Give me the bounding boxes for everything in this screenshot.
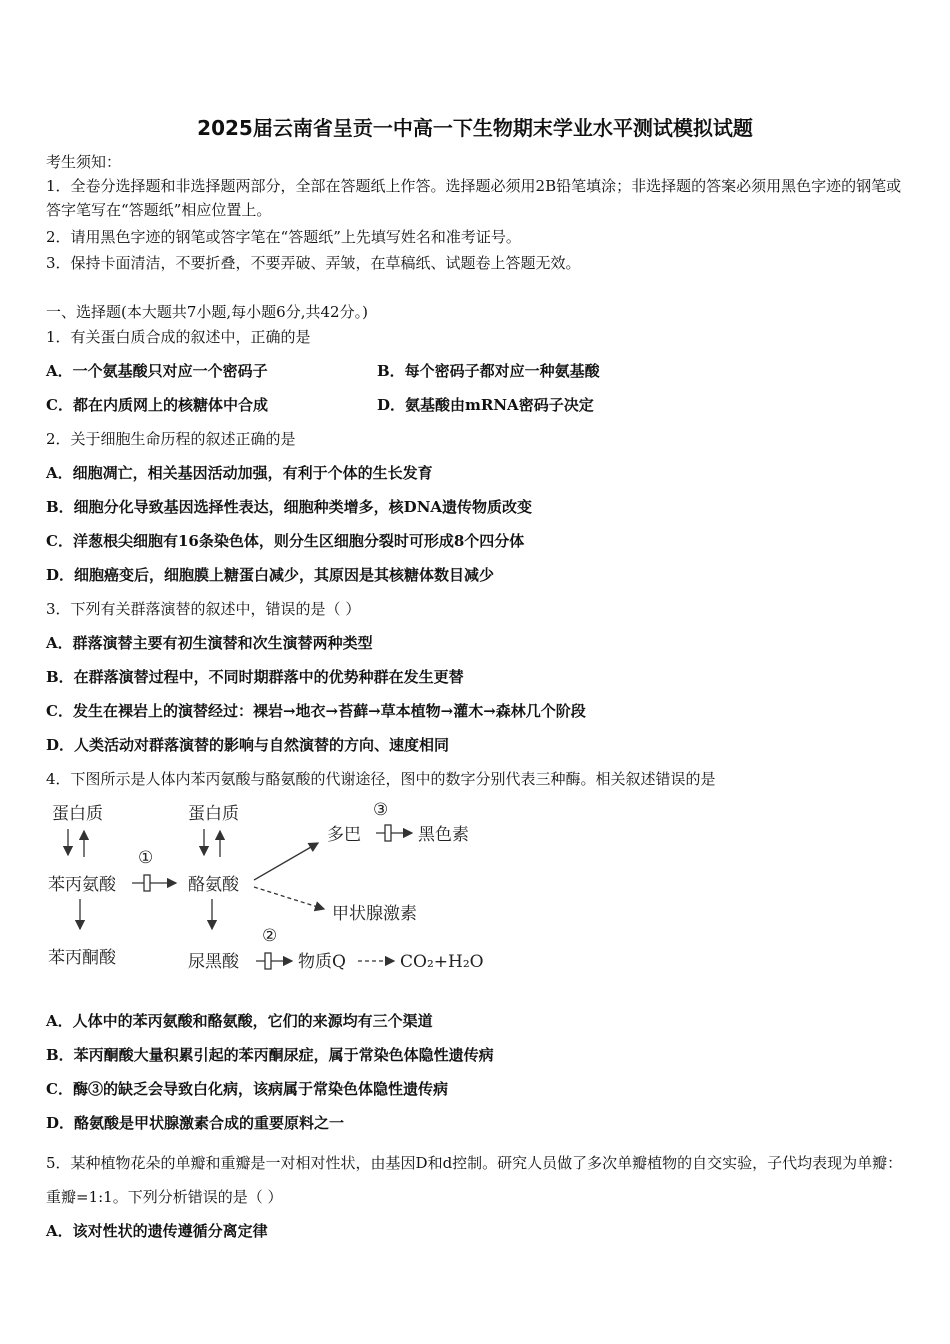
- q2-option-a: A．细胞凋亡，相关基因活动加强，有利于个体的生长发育: [46, 464, 433, 482]
- q4-option-c: C．酶③的缺乏会导致白化病，该病属于常染色体隐性遗传病: [46, 1080, 448, 1098]
- q4-stem: 4．下图所示是人体内苯丙氨酸与酪氨酸的代谢途径，图中的数字分别代表三种酶。相关叙述错误的是: [46, 770, 716, 788]
- q5-stem: 5．某种植物花朵的单瓣和重瓣是一对相对性状，由基因D和d控制。研究人员做了多次单瓣植物的自交实验，子代均表现为单瓣：重瓣=1:1。下列分析错误的是（ ）: [46, 1154, 903, 1206]
- notice-item-2: 2．请用黑色字迹的钢笔或答字笔在“答题纸”上先填写姓名和准考证号。: [46, 228, 521, 246]
- diagram-substance-q: 物质Q: [298, 952, 346, 972]
- q2-stem: 2．关于细胞生命历程的叙述正确的是: [46, 430, 296, 448]
- q2-option-d: D．细胞癌变后，细胞膜上糖蛋白减少，其原因是其核糖体数目减少: [46, 566, 495, 584]
- diagram-thyroxine: 甲状腺激素: [332, 904, 417, 924]
- diagram-products: CO₂+H₂O: [400, 952, 484, 972]
- q5-option-a: A．该对性状的遗传遵循分离定律: [46, 1222, 268, 1240]
- diagram-enzyme-2: ②: [262, 926, 278, 946]
- notice-item-3: 3．保持卡面清洁，不要折叠，不要弄破、弄皱，在草稿纸、试题卷上答题无效。: [46, 254, 581, 272]
- diagram-melanin: 黑色素: [418, 825, 469, 845]
- q3-option-d: D．人类活动对群落演替的影响与自然演替的方向、速度相同: [46, 736, 450, 754]
- q4-option-a: A．人体中的苯丙氨酸和酪氨酸，它们的来源均有三个渠道: [46, 1012, 433, 1030]
- q3-option-a: A．群落演替主要有初生演替和次生演替两种类型: [46, 634, 373, 652]
- diagram-protein-left: 蛋白质: [52, 804, 103, 824]
- q1-stem: 1．有关蛋白质合成的叙述中，正确的是: [46, 328, 311, 346]
- diagram-tyrosine: 酪氨酸: [188, 875, 239, 895]
- diagram-enzyme-3: ③: [373, 800, 389, 820]
- diagram-phenylalanine: 苯丙氨酸: [48, 875, 116, 895]
- q1-option-c: C．都在内质网上的核糖体中合成: [46, 396, 268, 414]
- q2-option-c: C．洋葱根尖细胞有16条染色体，则分生区细胞分裂时可形成8个四分体: [46, 532, 525, 550]
- q4-option-b: B．苯丙酮酸大量积累引起的苯丙酮尿症，属于常染色体隐性遗传病: [46, 1046, 494, 1064]
- q3-stem: 3．下列有关群落演替的叙述中，错误的是（ ）: [46, 600, 361, 618]
- diagram-dopa: 多巴: [327, 825, 361, 845]
- q1-option-d: D．氨基酸由mRNA密码子决定: [377, 396, 594, 414]
- q3-option-c: C．发生在裸岩上的演替经过：裸岩→地衣→苔藓→草本植物→灌木→森林几个阶段: [46, 702, 586, 720]
- metabolism-diagram: [40, 795, 500, 985]
- diagram-phenylpyruvate: 苯丙酮酸: [48, 948, 116, 968]
- diagram-homogentisate: 尿黑酸: [188, 952, 239, 972]
- q4-option-d: D．酪氨酸是甲状腺激素合成的重要原料之一: [46, 1114, 345, 1132]
- section-heading: 一、选择题(本大题共7小题,每小题6分,共42分。): [46, 303, 368, 321]
- page-title: 2025届云南省呈贡一中高一下生物期末学业水平测试模拟试题: [197, 116, 753, 140]
- q1-option-b: B．每个密码子都对应一种氨基酸: [377, 362, 600, 380]
- q3-option-b: B．在群落演替过程中，不同时期群落中的优势种群在发生更替: [46, 668, 464, 686]
- notice-item-1: 1．全卷分选择题和非选择题两部分，全部在答题纸上作答。选择题必须用2B铅笔填涂；非选择题的答案必须用黑色字迹的钢笔或答字笔写在“答题纸”相应位置上。: [46, 177, 902, 219]
- notice-heading: 考生须知：: [46, 153, 122, 171]
- diagram-enzyme-1: ①: [138, 848, 154, 868]
- diagram-protein-right: 蛋白质: [188, 804, 239, 824]
- q1-option-a: A．一个氨基酸只对应一个密码子: [46, 362, 268, 380]
- q2-option-b: B．细胞分化导致基因选择性表达，细胞种类增多，核DNA遗传物质改变: [46, 498, 533, 516]
